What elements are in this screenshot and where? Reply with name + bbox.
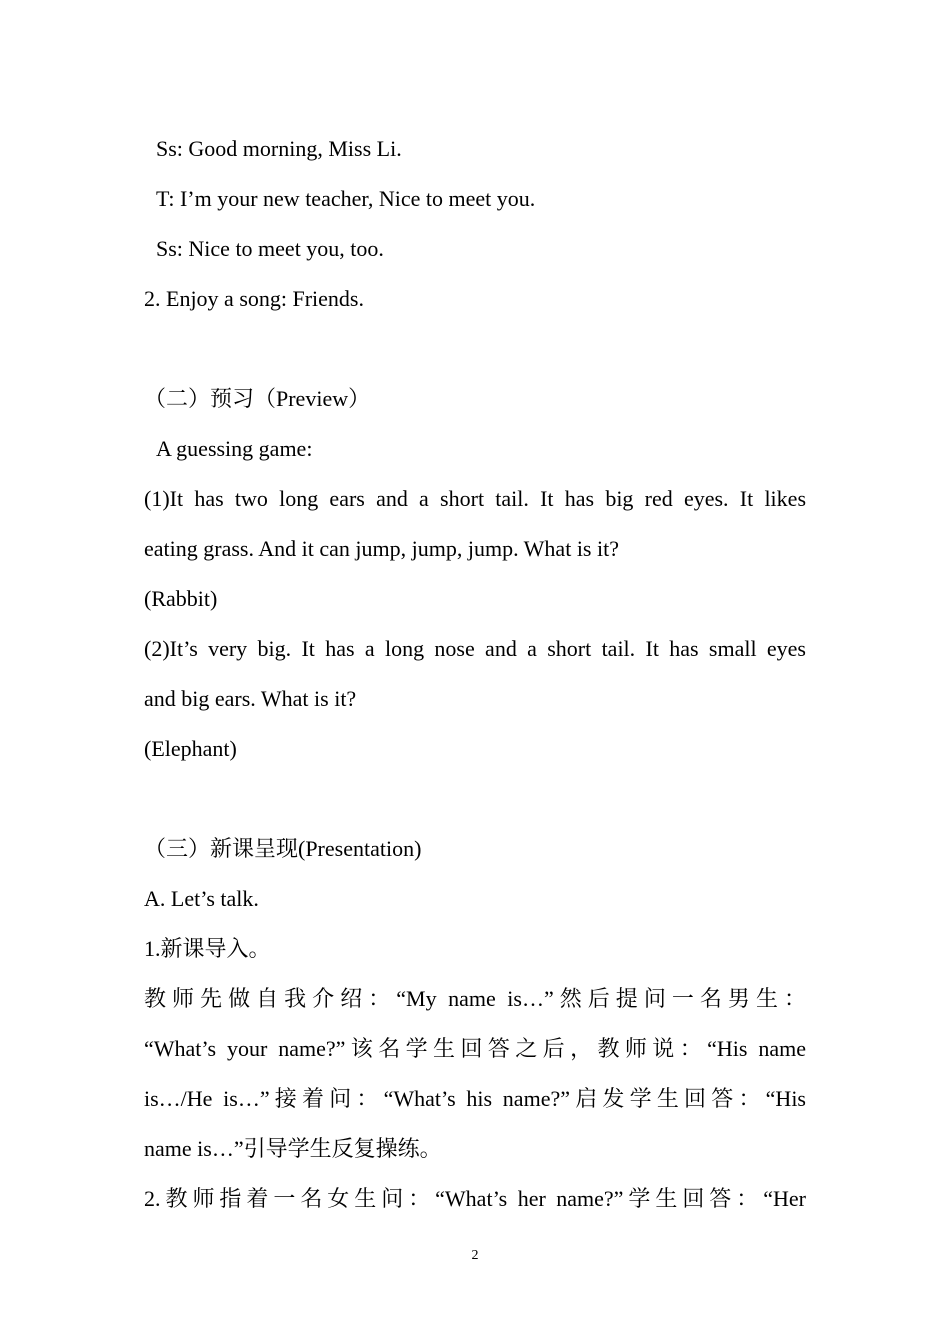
spacer (144, 324, 806, 374)
dialogue-line-greeting: Ss: Good morning, Miss Li. (156, 136, 402, 161)
lets-talk-heading: A. Let’s talk. (144, 886, 259, 911)
riddle-1-answer: (Rabbit) (144, 586, 218, 611)
step-1-line-4: name is…”引导学生反复操练。 (144, 1136, 442, 1161)
section-heading-presentation: （三）新课呈现(Presentation) (144, 836, 422, 861)
riddle-1-line-2: eating grass. And it can jump, jump, jump. What is it? (144, 536, 619, 561)
step-2-line-1: 2.教师指着一名女生问：“What’s her name?”学生回答：“Her (144, 1186, 806, 1211)
song-step: 2. Enjoy a song: Friends. (144, 286, 364, 311)
dialogue-line-reply: Ss: Nice to meet you, too. (156, 236, 384, 261)
riddle-2-line-2: and big ears. What is it? (144, 686, 357, 711)
page-number: 2 (471, 1248, 479, 1263)
step-1-line-1: 教师先做自我介绍：“My name is…”然后提问一名男生： (144, 986, 806, 1011)
riddle-2-line-1: (2)It’s very big. It has a long nose and a short tail. It has small eyes (144, 636, 806, 661)
dialogue-line-teacher: T: I’m your new teacher, Nice to meet you. (156, 186, 536, 211)
step-1-title: 1.新课导入。 (144, 936, 271, 961)
step-1-line-3: is…/He is…”接着问：“What’s his name?”启发学生回答：“His (144, 1086, 806, 1111)
document-body (144, 124, 806, 1224)
section-heading-preview: （二）预习（Preview） (144, 386, 371, 411)
spacer (144, 774, 806, 824)
step-1-line-2: “What’s your name?”该名学生回答之后，教师说：“His name (144, 1036, 806, 1061)
riddle-2-answer: (Elephant) (144, 736, 237, 761)
riddle-1-line-1: (1)It has two long ears and a short tail. It has big red eyes. It likes (144, 486, 806, 511)
guessing-game-intro: A guessing game: (156, 436, 313, 461)
